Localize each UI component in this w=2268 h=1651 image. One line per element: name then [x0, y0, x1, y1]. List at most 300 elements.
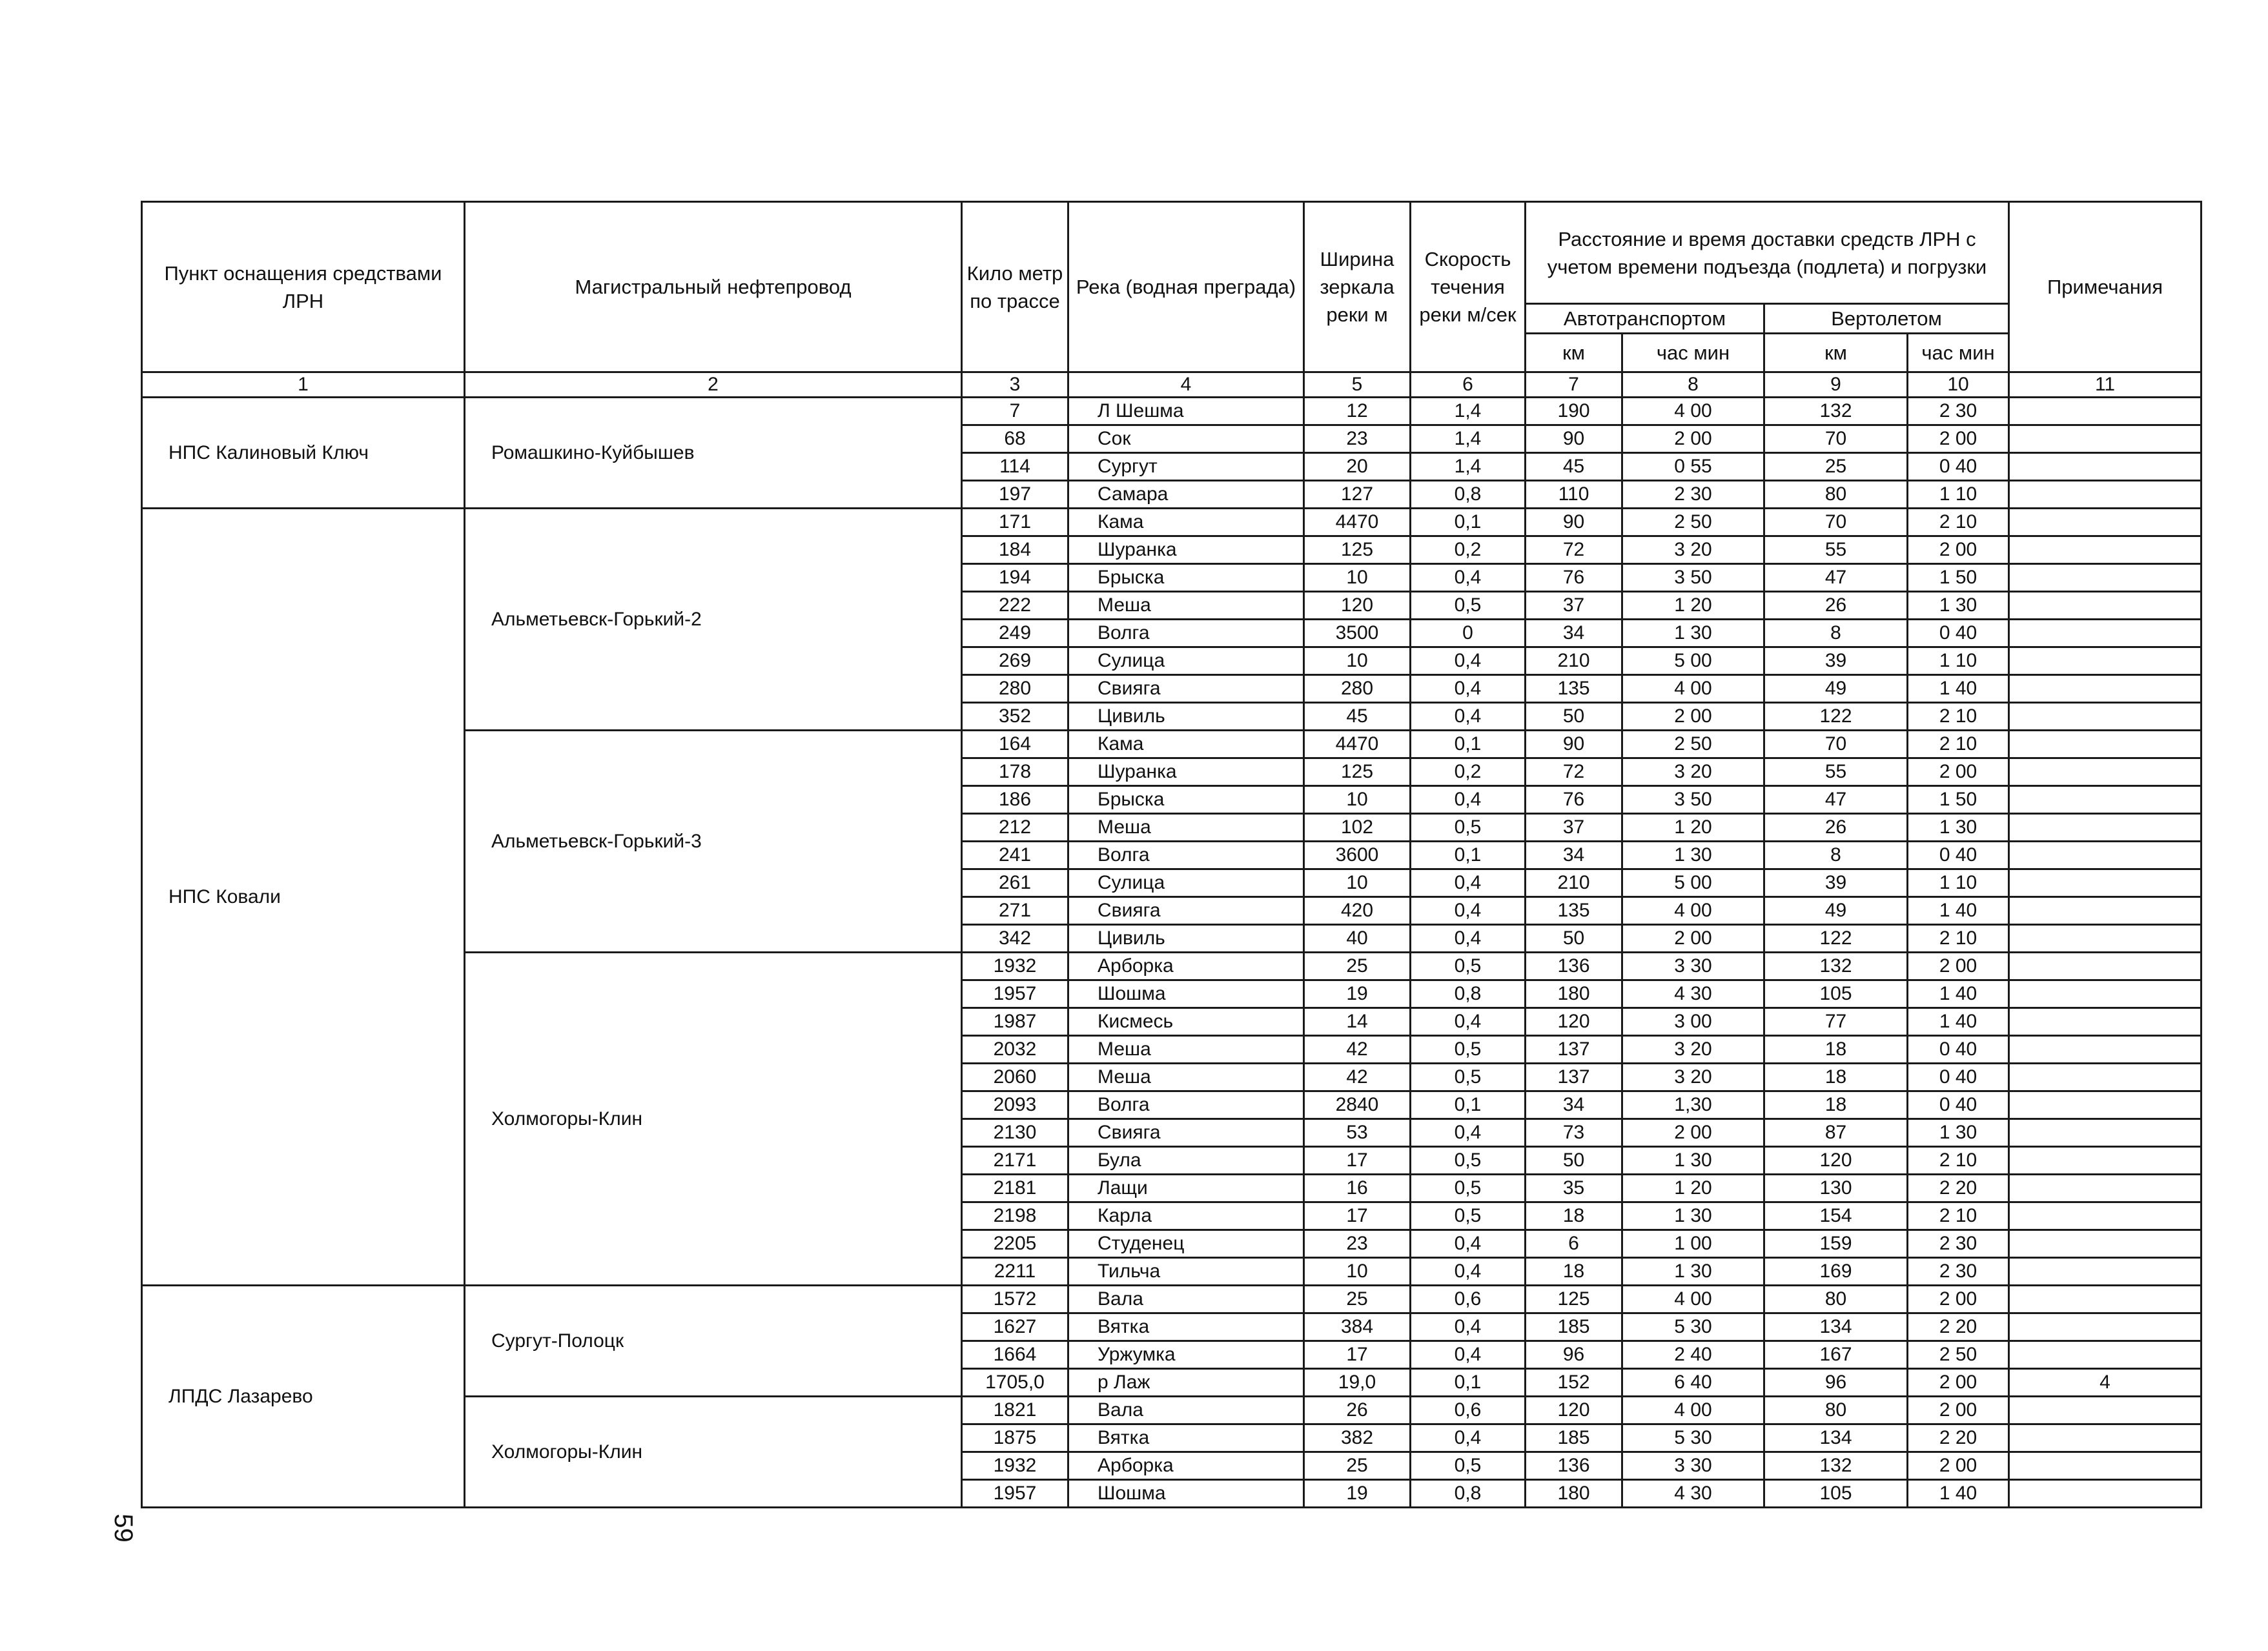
speed-cell: 0,5	[1411, 1452, 1526, 1480]
auto-km-cell: 137	[1526, 1036, 1622, 1064]
speed-cell: 0,5	[1411, 1202, 1526, 1230]
speed-cell: 0,4	[1411, 564, 1526, 592]
heli-km-cell: 49	[1764, 897, 1908, 925]
auto-time-cell: 2 00	[1622, 425, 1764, 453]
pipeline-name-cell: Альметьевск-Горький-3	[465, 731, 962, 953]
note-cell	[2009, 1091, 2202, 1119]
km-cell: 2130	[962, 1119, 1068, 1147]
heli-time-cell: 2 00	[1908, 1286, 2009, 1313]
width-cell: 102	[1304, 814, 1411, 842]
heli-km-cell: 18	[1764, 1091, 1908, 1119]
note-cell	[2009, 758, 2202, 786]
width-cell: 125	[1304, 536, 1411, 564]
heli-km-cell: 122	[1764, 925, 1908, 953]
width-cell: 3600	[1304, 842, 1411, 869]
point-name-cell: НПС Калиновый Ключ	[142, 398, 465, 509]
table-row	[142, 398, 2202, 425]
note-cell	[2009, 1119, 2202, 1147]
heli-km-cell: 26	[1764, 814, 1908, 842]
heli-km-cell: 80	[1764, 481, 1908, 509]
river-cell: Свияга	[1068, 1119, 1304, 1147]
note-cell	[2009, 592, 2202, 620]
heli-time-cell: 2 20	[1908, 1424, 2009, 1452]
note-cell	[2009, 703, 2202, 731]
auto-km-cell: 90	[1526, 425, 1622, 453]
river-cell: Меша	[1068, 1064, 1304, 1091]
note-cell	[2009, 398, 2202, 425]
auto-km-cell: 96	[1526, 1341, 1622, 1369]
auto-km-cell: 34	[1526, 620, 1622, 647]
heli-time-cell: 2 10	[1908, 1202, 2009, 1230]
km-cell: 194	[962, 564, 1068, 592]
river-cell: Кама	[1068, 731, 1304, 758]
column-number-row	[142, 372, 2202, 398]
heli-time-cell: 1 10	[1908, 481, 2009, 509]
heli-time-cell: 1 30	[1908, 1119, 2009, 1147]
heli-km-cell: 47	[1764, 564, 1908, 592]
pipeline-name-cell: Альметьевск-Горький-2	[465, 509, 962, 731]
speed-cell: 0,1	[1411, 1369, 1526, 1397]
auto-time-cell: 1 00	[1622, 1230, 1764, 1258]
auto-km-cell: 135	[1526, 675, 1622, 703]
heli-time-cell: 1 40	[1908, 675, 2009, 703]
river-cell: Шошма	[1068, 1480, 1304, 1508]
auto-time-cell: 1 30	[1622, 620, 1764, 647]
speed-cell: 0,2	[1411, 536, 1526, 564]
river-cell: Уржумка	[1068, 1341, 1304, 1369]
heli-time-cell: 0 40	[1908, 1064, 2009, 1091]
km-cell: 171	[962, 509, 1068, 536]
auto-time-cell: 2 40	[1622, 1341, 1764, 1369]
width-cell: 19,0	[1304, 1369, 1411, 1397]
auto-km-cell: 18	[1526, 1258, 1622, 1286]
heli-time-cell: 0 40	[1908, 1091, 2009, 1119]
auto-km-cell: 185	[1526, 1424, 1622, 1452]
auto-time-cell: 1 20	[1622, 1175, 1764, 1202]
table-row	[142, 509, 2202, 536]
note-cell	[2009, 842, 2202, 869]
note-cell	[2009, 481, 2202, 509]
width-cell: 14	[1304, 1008, 1411, 1036]
auto-km-cell: 50	[1526, 703, 1622, 731]
auto-km-cell: 120	[1526, 1397, 1622, 1424]
speed-cell: 0,4	[1411, 1119, 1526, 1147]
header-km: Кило метр по трассе	[962, 202, 1068, 372]
header-heli-km: км	[1764, 334, 1908, 372]
auto-time-cell: 1 20	[1622, 814, 1764, 842]
auto-km-cell: 136	[1526, 953, 1622, 980]
auto-time-cell: 3 50	[1622, 786, 1764, 814]
heli-km-cell: 39	[1764, 647, 1908, 675]
heli-km-cell: 132	[1764, 1452, 1908, 1480]
column-number: 2	[465, 372, 962, 398]
width-cell: 19	[1304, 1480, 1411, 1508]
header-delivery: Расстояние и время доставки средств ЛРН с учетом времени подъезда (подлета) и погрузки	[1526, 202, 2009, 304]
speed-cell: 0,5	[1411, 1064, 1526, 1091]
heli-time-cell: 2 00	[1908, 1369, 2009, 1397]
auto-time-cell: 4 00	[1622, 1286, 1764, 1313]
auto-km-cell: 185	[1526, 1313, 1622, 1341]
km-cell: 271	[962, 897, 1068, 925]
km-cell: 2093	[962, 1091, 1068, 1119]
km-cell: 1987	[962, 1008, 1068, 1036]
heli-time-cell: 0 40	[1908, 842, 2009, 869]
page-number: 59	[108, 1514, 138, 1543]
auto-km-cell: 18	[1526, 1202, 1622, 1230]
speed-cell: 0,8	[1411, 1480, 1526, 1508]
auto-km-cell: 6	[1526, 1230, 1622, 1258]
heli-time-cell: 2 20	[1908, 1175, 2009, 1202]
speed-cell: 0,6	[1411, 1286, 1526, 1313]
point-name-cell: НПС Ковали	[142, 509, 465, 1286]
km-cell: 1572	[962, 1286, 1068, 1313]
speed-cell: 0,6	[1411, 1397, 1526, 1424]
river-cell: р Лаж	[1068, 1369, 1304, 1397]
heli-time-cell: 2 10	[1908, 731, 2009, 758]
width-cell: 10	[1304, 869, 1411, 897]
auto-time-cell: 3 30	[1622, 953, 1764, 980]
note-cell	[2009, 509, 2202, 536]
auto-time-cell: 3 50	[1622, 564, 1764, 592]
heli-time-cell: 2 00	[1908, 953, 2009, 980]
river-cell: Цивиль	[1068, 925, 1304, 953]
note-cell	[2009, 897, 2202, 925]
river-cell: Самара	[1068, 481, 1304, 509]
note-cell: 4	[2009, 1369, 2202, 1397]
speed-cell: 0,5	[1411, 1175, 1526, 1202]
speed-cell: 0,1	[1411, 509, 1526, 536]
auto-time-cell: 3 20	[1622, 536, 1764, 564]
speed-cell: 1,4	[1411, 425, 1526, 453]
heli-km-cell: 47	[1764, 786, 1908, 814]
river-cell: Вятка	[1068, 1424, 1304, 1452]
width-cell: 25	[1304, 1452, 1411, 1480]
km-cell: 2181	[962, 1175, 1068, 1202]
km-cell: 164	[962, 731, 1068, 758]
speed-cell: 0,4	[1411, 1230, 1526, 1258]
note-cell	[2009, 1147, 2202, 1175]
note-cell	[2009, 1480, 2202, 1508]
river-cell: Свияга	[1068, 675, 1304, 703]
width-cell: 17	[1304, 1147, 1411, 1175]
km-cell: 2060	[962, 1064, 1068, 1091]
auto-km-cell: 135	[1526, 897, 1622, 925]
width-cell: 17	[1304, 1341, 1411, 1369]
auto-km-cell: 45	[1526, 453, 1622, 481]
auto-time-cell: 6 40	[1622, 1369, 1764, 1397]
km-cell: 197	[962, 481, 1068, 509]
auto-time-cell: 2 50	[1622, 731, 1764, 758]
note-cell	[2009, 1202, 2202, 1230]
speed-cell: 0,5	[1411, 814, 1526, 842]
width-cell: 2840	[1304, 1091, 1411, 1119]
width-cell: 10	[1304, 1258, 1411, 1286]
speed-cell: 0	[1411, 620, 1526, 647]
auto-km-cell: 72	[1526, 536, 1622, 564]
width-cell: 10	[1304, 786, 1411, 814]
table-sheet	[141, 201, 2202, 1508]
river-cell: Лащи	[1068, 1175, 1304, 1202]
speed-cell: 0,5	[1411, 953, 1526, 980]
heli-km-cell: 18	[1764, 1064, 1908, 1091]
auto-km-cell: 34	[1526, 842, 1622, 869]
speed-cell: 0,4	[1411, 703, 1526, 731]
speed-cell: 0,4	[1411, 1424, 1526, 1452]
heli-time-cell: 2 00	[1908, 1452, 2009, 1480]
speed-cell: 0,4	[1411, 1008, 1526, 1036]
heli-km-cell: 120	[1764, 1147, 1908, 1175]
header-notes: Примечания	[2009, 202, 2202, 372]
column-number: 11	[2009, 372, 2202, 398]
note-cell	[2009, 731, 2202, 758]
auto-km-cell: 180	[1526, 980, 1622, 1008]
auto-km-cell: 210	[1526, 647, 1622, 675]
heli-time-cell: 2 30	[1908, 1258, 2009, 1286]
width-cell: 420	[1304, 897, 1411, 925]
km-cell: 1957	[962, 980, 1068, 1008]
note-cell	[2009, 1424, 2202, 1452]
auto-time-cell: 2 30	[1622, 481, 1764, 509]
note-cell	[2009, 814, 2202, 842]
width-cell: 4470	[1304, 509, 1411, 536]
speed-cell: 0,1	[1411, 842, 1526, 869]
header-river: Река (водная преграда)	[1068, 202, 1304, 372]
heli-time-cell: 1 50	[1908, 564, 2009, 592]
width-cell: 20	[1304, 453, 1411, 481]
river-cell: Тильча	[1068, 1258, 1304, 1286]
column-number: 6	[1411, 372, 1526, 398]
point-name-cell: ЛПДС Лазарево	[142, 1286, 465, 1508]
river-cell: Шошма	[1068, 980, 1304, 1008]
river-cell: Кама	[1068, 509, 1304, 536]
note-cell	[2009, 1230, 2202, 1258]
auto-km-cell: 37	[1526, 814, 1622, 842]
pipeline-name-cell: Сургут-Полоцк	[465, 1286, 962, 1397]
river-cell: Сок	[1068, 425, 1304, 453]
heli-time-cell: 2 10	[1908, 925, 2009, 953]
header-width: Ширина зеркала реки м	[1304, 202, 1411, 372]
speed-cell: 0,1	[1411, 731, 1526, 758]
heli-time-cell: 2 00	[1908, 425, 2009, 453]
heli-time-cell: 1 30	[1908, 814, 2009, 842]
width-cell: 40	[1304, 925, 1411, 953]
width-cell: 42	[1304, 1064, 1411, 1091]
heli-time-cell: 1 50	[1908, 786, 2009, 814]
river-cell: Була	[1068, 1147, 1304, 1175]
width-cell: 10	[1304, 564, 1411, 592]
heli-km-cell: 122	[1764, 703, 1908, 731]
note-cell	[2009, 1258, 2202, 1286]
note-cell	[2009, 1397, 2202, 1424]
river-cell: Меша	[1068, 814, 1304, 842]
header-heli: Вертолетом	[1764, 304, 2009, 334]
km-cell: 1957	[962, 1480, 1068, 1508]
km-cell: 1932	[962, 1452, 1068, 1480]
header-heli-time: час мин	[1908, 334, 2009, 372]
heli-time-cell: 1 40	[1908, 897, 2009, 925]
header-speed: Скорость течения реки м/сек	[1411, 202, 1526, 372]
speed-cell: 0,4	[1411, 897, 1526, 925]
column-number: 5	[1304, 372, 1411, 398]
auto-km-cell: 76	[1526, 786, 1622, 814]
note-cell	[2009, 1064, 2202, 1091]
auto-time-cell: 4 30	[1622, 980, 1764, 1008]
river-cell: Волга	[1068, 620, 1304, 647]
table-header	[142, 202, 2202, 398]
river-cell: Меша	[1068, 1036, 1304, 1064]
heli-time-cell: 0 40	[1908, 620, 2009, 647]
km-cell: 1705,0	[962, 1369, 1068, 1397]
note-cell	[2009, 620, 2202, 647]
note-cell	[2009, 786, 2202, 814]
column-number: 1	[142, 372, 465, 398]
km-cell: 1664	[962, 1341, 1068, 1369]
river-cell: Л Шешма	[1068, 398, 1304, 425]
river-cell: Вятка	[1068, 1313, 1304, 1341]
auto-time-cell: 3 00	[1622, 1008, 1764, 1036]
heli-km-cell: 132	[1764, 398, 1908, 425]
width-cell: 42	[1304, 1036, 1411, 1064]
heli-km-cell: 80	[1764, 1397, 1908, 1424]
heli-time-cell: 2 30	[1908, 398, 2009, 425]
river-cell: Меша	[1068, 592, 1304, 620]
river-cell: Шуранка	[1068, 758, 1304, 786]
auto-time-cell: 5 00	[1622, 869, 1764, 897]
width-cell: 25	[1304, 1286, 1411, 1313]
auto-time-cell: 3 20	[1622, 758, 1764, 786]
auto-time-cell: 3 30	[1622, 1452, 1764, 1480]
auto-km-cell: 90	[1526, 731, 1622, 758]
note-cell	[2009, 980, 2202, 1008]
speed-cell: 0,5	[1411, 592, 1526, 620]
note-cell	[2009, 1341, 2202, 1369]
auto-time-cell: 1 30	[1622, 1147, 1764, 1175]
heli-time-cell: 2 10	[1908, 703, 2009, 731]
note-cell	[2009, 564, 2202, 592]
km-cell: 269	[962, 647, 1068, 675]
km-cell: 2198	[962, 1202, 1068, 1230]
note-cell	[2009, 1036, 2202, 1064]
auto-time-cell: 1 30	[1622, 1258, 1764, 1286]
note-cell	[2009, 1313, 2202, 1341]
heli-km-cell: 134	[1764, 1424, 1908, 1452]
heli-time-cell: 1 30	[1908, 592, 2009, 620]
heli-km-cell: 25	[1764, 453, 1908, 481]
heli-km-cell: 39	[1764, 869, 1908, 897]
auto-km-cell: 73	[1526, 1119, 1622, 1147]
column-number: 8	[1622, 372, 1764, 398]
km-cell: 280	[962, 675, 1068, 703]
heli-time-cell: 2 00	[1908, 758, 2009, 786]
auto-time-cell: 3 20	[1622, 1064, 1764, 1091]
note-cell	[2009, 453, 2202, 481]
auto-time-cell: 2 00	[1622, 703, 1764, 731]
speed-cell: 0,4	[1411, 1258, 1526, 1286]
speed-cell: 0,4	[1411, 647, 1526, 675]
heli-time-cell: 2 10	[1908, 1147, 2009, 1175]
river-cell: Сулица	[1068, 647, 1304, 675]
river-cell: Сургут	[1068, 453, 1304, 481]
heli-time-cell: 2 10	[1908, 509, 2009, 536]
header-auto-time: час мин	[1622, 334, 1764, 372]
header-auto: Автотранспортом	[1526, 304, 1764, 334]
heli-time-cell: 0 40	[1908, 1036, 2009, 1064]
auto-km-cell: 90	[1526, 509, 1622, 536]
width-cell: 26	[1304, 1397, 1411, 1424]
heli-km-cell: 55	[1764, 536, 1908, 564]
heli-km-cell: 132	[1764, 953, 1908, 980]
auto-time-cell: 5 30	[1622, 1424, 1764, 1452]
heli-km-cell: 87	[1764, 1119, 1908, 1147]
table-row	[142, 1286, 2202, 1313]
heli-time-cell: 0 40	[1908, 453, 2009, 481]
auto-time-cell: 4 00	[1622, 1397, 1764, 1424]
km-cell: 261	[962, 869, 1068, 897]
auto-time-cell: 2 00	[1622, 925, 1764, 953]
km-cell: 2205	[962, 1230, 1068, 1258]
auto-km-cell: 110	[1526, 481, 1622, 509]
heli-km-cell: 134	[1764, 1313, 1908, 1341]
river-cell: Арборка	[1068, 1452, 1304, 1480]
auto-km-cell: 50	[1526, 1147, 1622, 1175]
heli-time-cell: 1 10	[1908, 647, 2009, 675]
heli-km-cell: 70	[1764, 425, 1908, 453]
width-cell: 16	[1304, 1175, 1411, 1202]
heli-km-cell: 8	[1764, 620, 1908, 647]
header-point: Пункт оснащения средствами ЛРН	[142, 202, 465, 372]
auto-km-cell: 190	[1526, 398, 1622, 425]
header-auto-km: км	[1526, 334, 1622, 372]
km-cell: 352	[962, 703, 1068, 731]
auto-km-cell: 50	[1526, 925, 1622, 953]
heli-time-cell: 2 00	[1908, 1397, 2009, 1424]
note-cell	[2009, 536, 2202, 564]
auto-time-cell: 5 00	[1622, 647, 1764, 675]
speed-cell: 1,4	[1411, 398, 1526, 425]
river-cell: Брыска	[1068, 564, 1304, 592]
auto-time-cell: 5 30	[1622, 1313, 1764, 1341]
km-cell: 2171	[962, 1147, 1068, 1175]
heli-time-cell: 1 40	[1908, 1480, 2009, 1508]
speed-cell: 1,4	[1411, 453, 1526, 481]
auto-km-cell: 125	[1526, 1286, 1622, 1313]
width-cell: 382	[1304, 1424, 1411, 1452]
km-cell: 222	[962, 592, 1068, 620]
river-cell: Кисмесь	[1068, 1008, 1304, 1036]
auto-time-cell: 4 30	[1622, 1480, 1764, 1508]
auto-km-cell: 180	[1526, 1480, 1622, 1508]
auto-km-cell: 37	[1526, 592, 1622, 620]
auto-time-cell: 2 00	[1622, 1119, 1764, 1147]
auto-time-cell: 2 50	[1622, 509, 1764, 536]
river-cell: Волга	[1068, 1091, 1304, 1119]
auto-km-cell: 136	[1526, 1452, 1622, 1480]
river-cell: Вала	[1068, 1397, 1304, 1424]
river-cell: Брыска	[1068, 786, 1304, 814]
column-number: 9	[1764, 372, 1908, 398]
auto-time-cell: 4 00	[1622, 398, 1764, 425]
heli-km-cell: 8	[1764, 842, 1908, 869]
heli-km-cell: 80	[1764, 1286, 1908, 1313]
river-cell: Студенец	[1068, 1230, 1304, 1258]
width-cell: 45	[1304, 703, 1411, 731]
km-cell: 184	[962, 536, 1068, 564]
km-cell: 342	[962, 925, 1068, 953]
heli-time-cell: 2 50	[1908, 1341, 2009, 1369]
speed-cell: 0,4	[1411, 925, 1526, 953]
heli-km-cell: 70	[1764, 731, 1908, 758]
heli-km-cell: 55	[1764, 758, 1908, 786]
